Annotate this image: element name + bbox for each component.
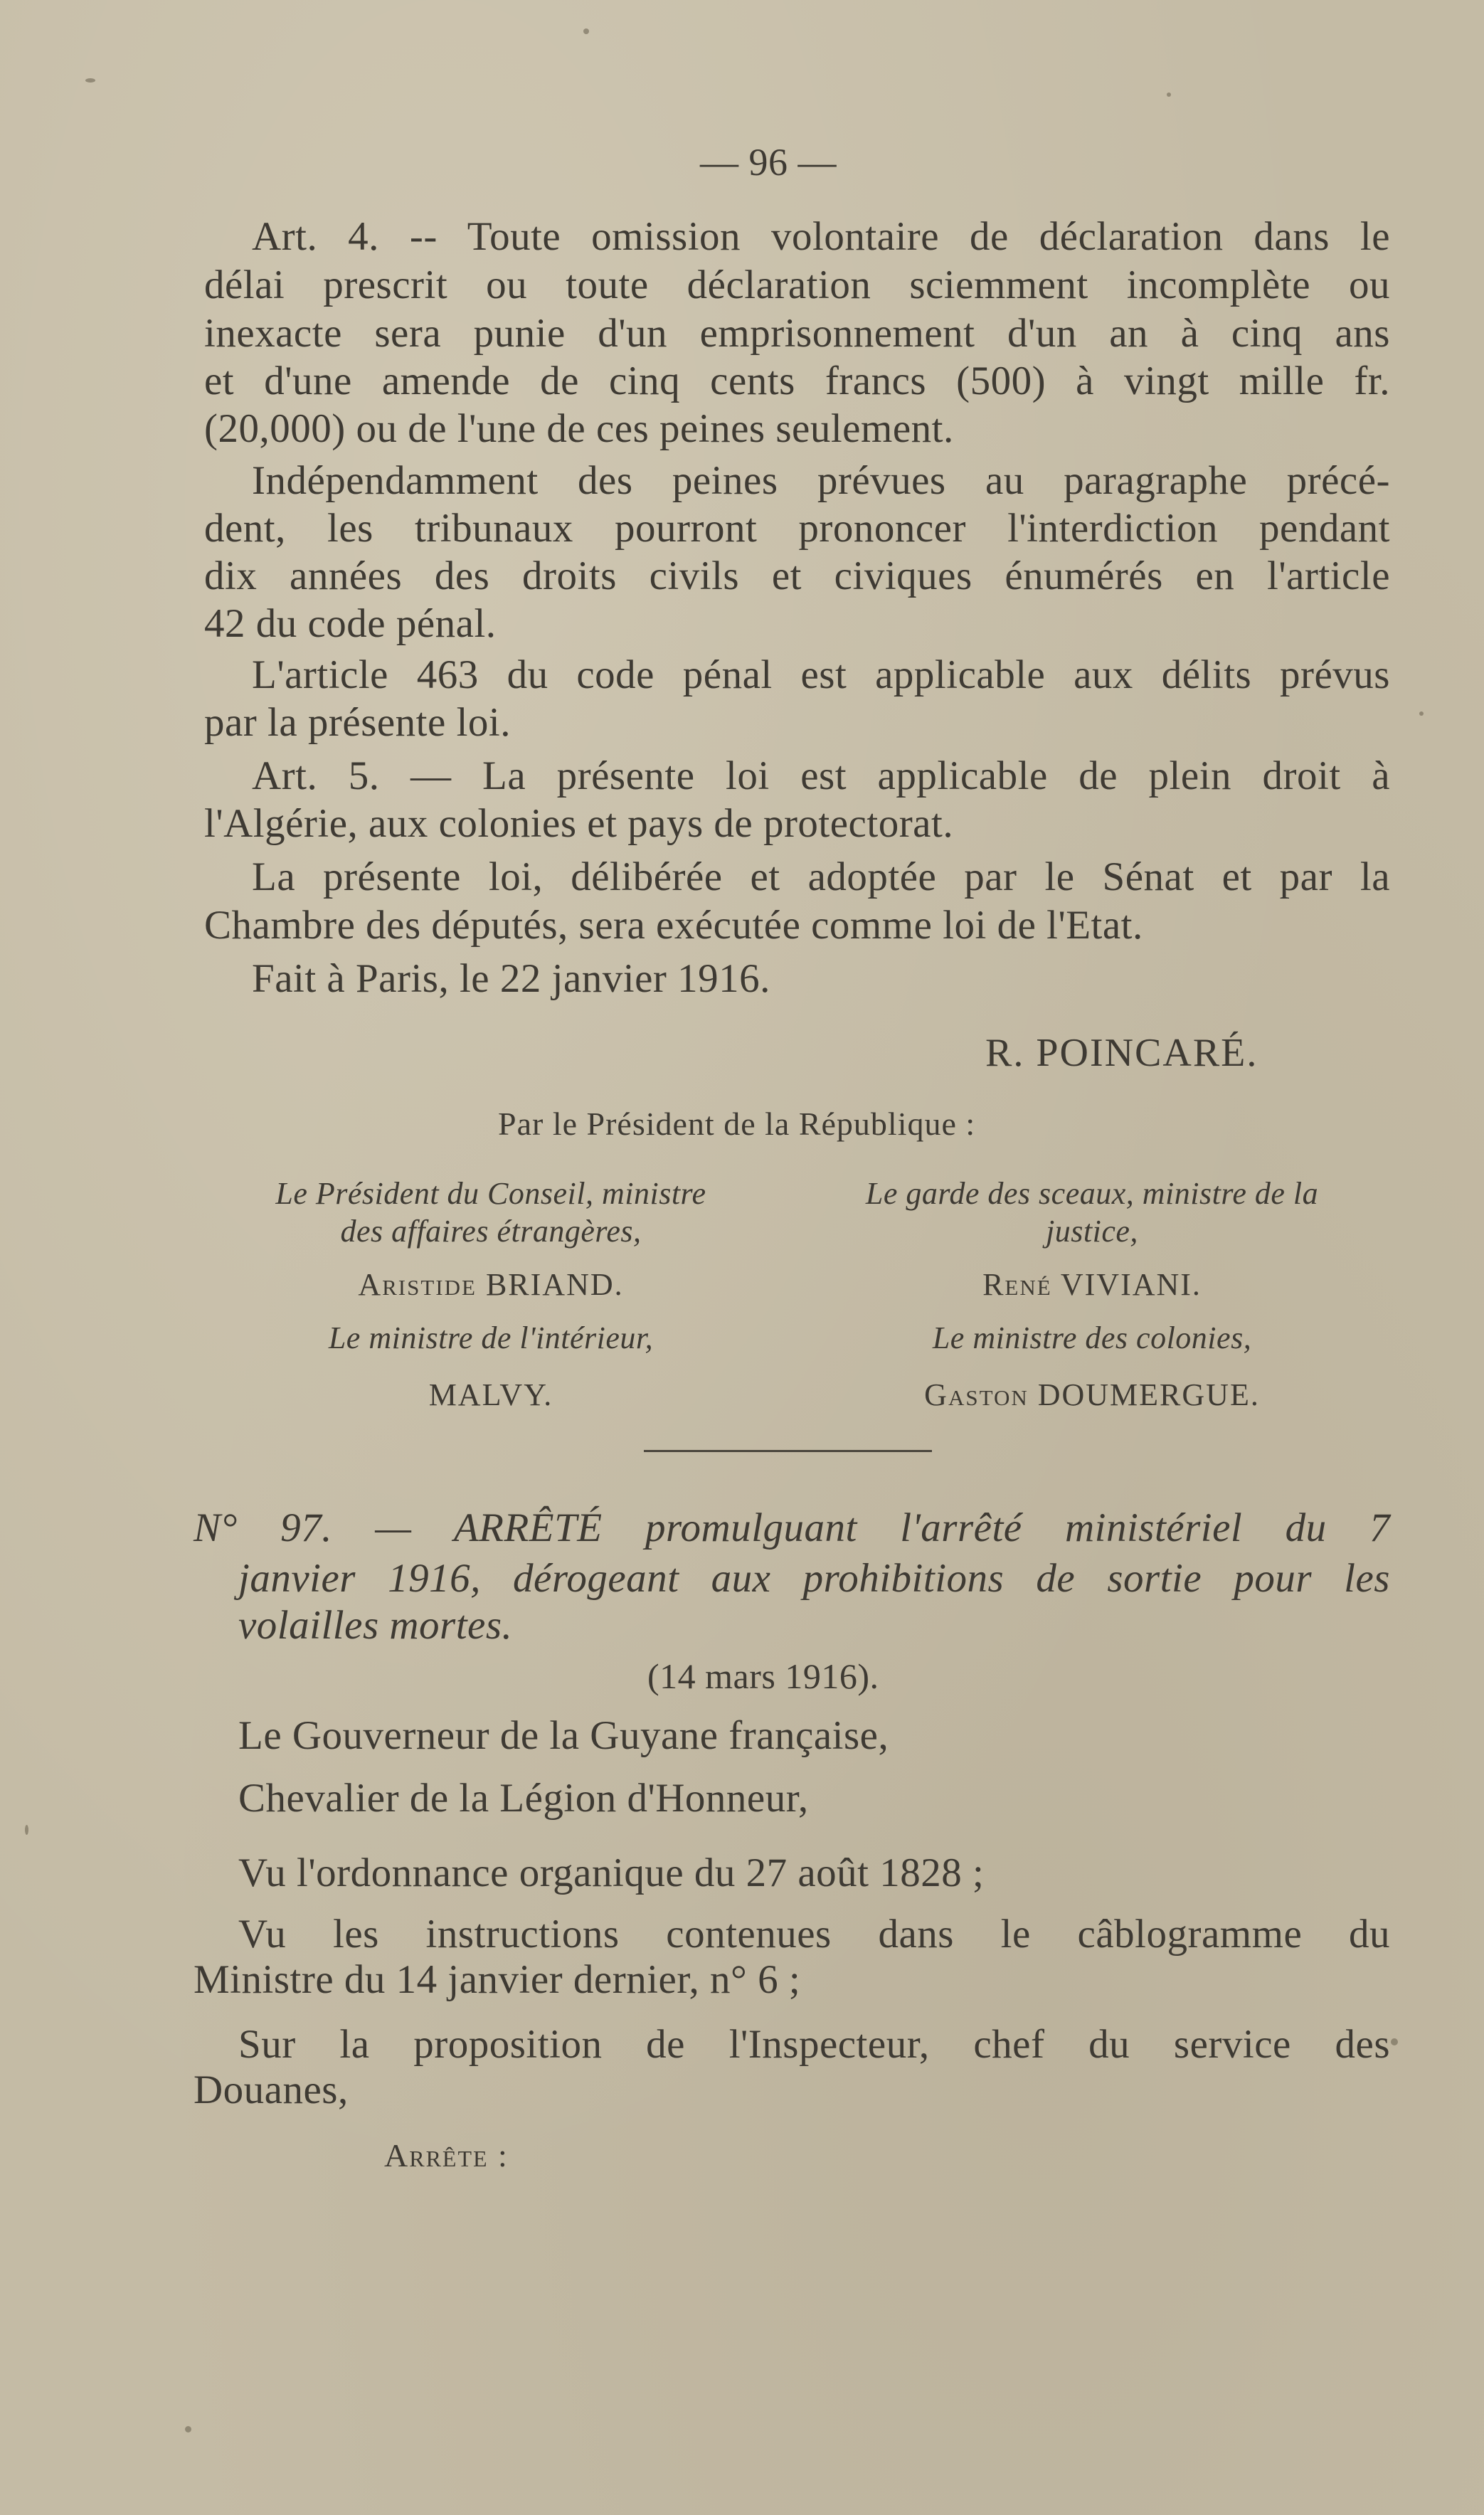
arrete-chevalier: Chevalier de la Légion d'Honneur, bbox=[238, 1776, 809, 1821]
signatory-title: justice, bbox=[1046, 1214, 1138, 1249]
paragraph-line: Chambre des députés, sera exécutée comme loi de l'Etat. bbox=[204, 903, 1143, 948]
signatory-title: Le Président du Conseil, ministre bbox=[275, 1176, 706, 1211]
page-number: — 96 — bbox=[700, 141, 837, 184]
paragraph-line: dix années des droits civils et civiques énumérés en l'article bbox=[204, 554, 1390, 598]
arrete-heading-line: janvier 1916, dérogeant aux prohibitions de sortie pour les bbox=[238, 1556, 1390, 1601]
signatory-name: Aristide BRIAND. bbox=[358, 1267, 624, 1302]
paragraph-line: par la présente loi. bbox=[204, 700, 511, 745]
paragraph-line: dent, les tribunaux pourront prononcer l'interdiction pendant bbox=[204, 506, 1390, 551]
article-4-line: inexacte sera punie d'un emprisonnement d'un an à cinq ans bbox=[204, 311, 1390, 356]
arrete-vu-ordonnance: Vu l'ordonnance organique du 27 août 1828 ; bbox=[238, 1850, 985, 1895]
paragraph-line: 42 du code pénal. bbox=[204, 601, 497, 646]
arrete-gouverneur: Le Gouverneur de la Guyane française, bbox=[238, 1713, 889, 1758]
arrete-vu-instructions-line: Vu les instructions contenues dans le câblogramme du bbox=[238, 1912, 1390, 1957]
article-5-line: Art. 5. — La présente loi est applicable de plein droit à bbox=[252, 753, 1390, 798]
article-4-line: et d'une amende de cinq cents francs (500) à vingt mille fr. bbox=[204, 359, 1390, 403]
paragraph-line: L'article 463 du code pénal est applicable aux délits prévus bbox=[252, 652, 1390, 697]
signatory-title: Le garde des sceaux, ministre de la bbox=[865, 1176, 1319, 1211]
signatory-title: des affaires étrangères, bbox=[340, 1214, 642, 1249]
paper-speck bbox=[1167, 92, 1171, 97]
article-4-line: délai prescrit ou toute déclaration sciemment incomplète ou bbox=[204, 263, 1390, 307]
signatory-name: Gaston DOUMERGUE. bbox=[924, 1377, 1260, 1412]
article-5-line: l'Algérie, aux colonies et pays de protectorat. bbox=[204, 801, 954, 846]
paragraph-line: La présente loi, délibérée et adoptée par le Sénat et par la bbox=[252, 854, 1390, 899]
article-4-line: (20,000) ou de l'une de ces peines seulement. bbox=[204, 406, 954, 451]
paper-speck bbox=[185, 2426, 191, 2432]
paper-speck bbox=[85, 78, 95, 83]
par-le-president: Par le Président de la République : bbox=[498, 1106, 976, 1142]
signatory-name: René VIVIANI. bbox=[982, 1267, 1202, 1302]
arrete-date: (14 mars 1916). bbox=[647, 1656, 879, 1696]
arrete-vu-instructions-line: Ministre du 14 janvier dernier, n° 6 ; bbox=[194, 1957, 801, 2002]
signature-president: R. POINCARÉ. bbox=[985, 1031, 1258, 1075]
paragraph-line: Indépendamment des peines prévues au paragraphe précé- bbox=[252, 458, 1390, 503]
paper-speck bbox=[1419, 711, 1424, 716]
arrete-heading-line: volailles mortes. bbox=[238, 1603, 513, 1648]
arrete-heading-line: N° 97. — ARRÊTÉ promulguant l'arrêté ministériel du 7 bbox=[194, 1505, 1390, 1550]
section-divider bbox=[644, 1450, 932, 1452]
signatory-name: MALVY. bbox=[428, 1377, 553, 1412]
arrete-sur-proposition-line: Douanes, bbox=[194, 2067, 349, 2112]
article-4-line: Art. 4. -- Toute omission volontaire de déclaration dans le bbox=[252, 214, 1390, 259]
paper-speck bbox=[25, 1825, 28, 1835]
signatory-title: Le ministre de l'intérieur, bbox=[328, 1320, 654, 1355]
arrete-label: Arrête : bbox=[384, 2137, 509, 2174]
paper-speck bbox=[1391, 2038, 1398, 2045]
arrete-sur-proposition-line: Sur la proposition de l'Inspecteur, chef du service des bbox=[238, 2022, 1390, 2067]
fait-a-paris: Fait à Paris, le 22 janvier 1916. bbox=[252, 956, 770, 1001]
paper-speck bbox=[583, 28, 589, 34]
signatory-title: Le ministre des colonies, bbox=[932, 1320, 1252, 1355]
